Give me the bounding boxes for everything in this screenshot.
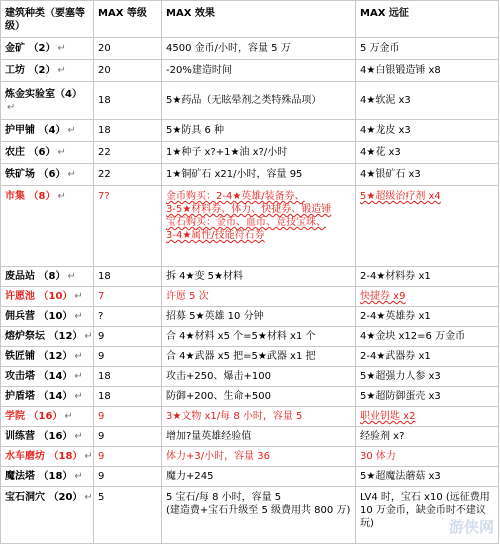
building-name: 炼金实验室（4）↵ <box>1 82 94 120</box>
max-level: 18 <box>94 267 162 287</box>
building-name: 市集 （8） ↵ <box>1 186 94 267</box>
table-row <box>1 60 499 82</box>
table-row <box>1 347 499 367</box>
building-name: 熔炉祭坛 （12） ↵ <box>1 327 94 347</box>
max-level: 18 <box>94 82 162 120</box>
table-row <box>1 427 499 447</box>
table-row <box>1 82 499 120</box>
table-row <box>1 307 499 327</box>
max-effect: 增加?量英雄经验值 <box>162 427 356 447</box>
max-effect: 3★文物 x1/每 8 小时，容量 5 <box>162 407 356 427</box>
max-expedition: 4★金块 x12=6 万金币 <box>356 327 499 347</box>
max-level: 9 <box>94 467 162 487</box>
max-level: 22 <box>94 164 162 186</box>
max-level: 7 <box>94 287 162 307</box>
max-effect: 5★防具 6 种 <box>162 120 356 142</box>
table-row <box>1 407 499 427</box>
building-name: 工坊 （2） ↵ <box>1 60 94 82</box>
max-expedition: 4★银矿石 x3 <box>356 164 499 186</box>
max-level: 20 <box>94 60 162 82</box>
max-effect <box>162 186 356 267</box>
max-effect: 1★铜矿石 x21/小时，容量 95 <box>162 164 356 186</box>
table-row <box>1 327 499 347</box>
effect-line: 金币购买：2-4★英雄/装备券、 <box>166 191 305 202</box>
table-row <box>1 467 499 487</box>
table-row <box>1 367 499 387</box>
effect-line: (建造费+宝石升级至 5 级费用共 800 万) <box>166 505 351 516</box>
building-name: 农庄 （6） ↵ <box>1 142 94 164</box>
table-row <box>1 487 499 544</box>
table-row <box>1 186 499 267</box>
effect-line: 5 宝石/每 8 小时，容量 5 <box>166 492 282 503</box>
effect-line: 3-5★材料券、体力、快捷券、锻造锤 <box>166 204 332 215</box>
building-name: 护盾塔 （14） ↵ <box>1 387 94 407</box>
building-name: 铁矿场 （6） ↵ <box>1 164 94 186</box>
max-effect: 防御+200、生命+500 <box>162 387 356 407</box>
building-name: 魔法塔 （18） ↵ <box>1 467 94 487</box>
max-level: 22 <box>94 142 162 164</box>
max-expedition: 2-4★英雄券 x1 <box>356 307 499 327</box>
header-max-level: MAX 等级 <box>94 1 162 38</box>
table-row <box>1 142 499 164</box>
building-name: 宝石洞穴 （20） ↵ <box>1 487 94 544</box>
max-level: 18 <box>94 120 162 142</box>
table-row <box>1 164 499 186</box>
max-level: 9 <box>94 327 162 347</box>
max-expedition: LV4 时，宝石 x10 (远征费用 10 万金币，缺金币时不建议玩) <box>356 487 499 544</box>
max-effect <box>162 487 356 544</box>
max-expedition: 职业钥匙 x2 <box>356 407 499 427</box>
max-expedition: 5★超防御蛋壳 x3 <box>356 387 499 407</box>
building-name: 学院 （16） ↵ <box>1 407 94 427</box>
max-effect: 1★种子 x?+1★油 x?/小时 <box>162 142 356 164</box>
max-expedition: 30 体力 <box>356 447 499 467</box>
max-effect: 合 4★武器 x5 把=5★武器 x1 把 <box>162 347 356 367</box>
max-effect: 合 4★材料 x5 个=5★材料 x1 个 <box>162 327 356 347</box>
max-level: 18 <box>94 367 162 387</box>
effect-line: 宝石购买：金币、血币、竞技宝珠、 <box>166 217 326 228</box>
max-expedition: 2-4★武器券 x1 <box>356 347 499 367</box>
max-level: 7? <box>94 186 162 267</box>
building-name: 攻击塔 （14） ↵ <box>1 367 94 387</box>
max-effect: 拆 4★变 5★材料 <box>162 267 356 287</box>
max-effect: 5★药品（无眩晕剂之类特殊品项） <box>162 82 356 120</box>
max-level: ? <box>94 307 162 327</box>
header-building-type: 建筑种类（要塞等级） <box>1 1 94 38</box>
max-expedition: 快捷券 x9 <box>356 287 499 307</box>
table-row <box>1 120 499 142</box>
max-level: 9 <box>94 407 162 427</box>
max-expedition: 5 万金币 <box>356 38 499 60</box>
max-level: 9 <box>94 427 162 447</box>
max-level: 20 <box>94 38 162 60</box>
max-expedition: 4★软泥 x3 <box>356 82 499 120</box>
building-name: 护甲铺 （4） ↵ <box>1 120 94 142</box>
max-effect: -20%建造时间 <box>162 60 356 82</box>
max-effect: 招募 5★英雄 10 分钟 <box>162 307 356 327</box>
header-max-effect: MAX 效果 <box>162 1 356 38</box>
table-row <box>1 387 499 407</box>
max-expedition: 5★超魔法蘑菇 x3 <box>356 467 499 487</box>
max-effect: 魔力+245 <box>162 467 356 487</box>
max-expedition: 5★超级治疗剂 x4 <box>356 186 499 267</box>
max-effect: 许愿 5 次 <box>162 287 356 307</box>
header-row <box>1 1 499 38</box>
max-level: 9 <box>94 347 162 367</box>
watermark-logo: 游侠网 <box>448 518 494 536</box>
table-row <box>1 267 499 287</box>
table-row <box>1 38 499 60</box>
building-name: 金矿 （2） ↵ <box>1 38 94 60</box>
effect-line: 3-4★属性/技能符石券 <box>166 230 265 241</box>
building-name: 训练营 （16） ↵ <box>1 427 94 447</box>
max-expedition: 4★花 x3 <box>356 142 499 164</box>
max-level: 5 <box>94 487 162 544</box>
table-row <box>1 447 499 467</box>
building-name: 水车磨坊 （18） ↵ <box>1 447 94 467</box>
max-expedition: 4★龙皮 x3 <box>356 120 499 142</box>
max-expedition: 5★超强力人参 x3 <box>356 367 499 387</box>
table-row <box>1 287 499 307</box>
max-effect: 攻击+250、爆击+100 <box>162 367 356 387</box>
max-expedition: 2-4★材料券 x1 <box>356 267 499 287</box>
building-name: 铁匠铺 （12） ↵ <box>1 347 94 367</box>
max-effect: 4500 金币/小时，容量 5 万 <box>162 38 356 60</box>
max-effect: 体力+3/小时，容量 36 <box>162 447 356 467</box>
max-level: 18 <box>94 387 162 407</box>
building-name: 许愿池 （10） ↵ <box>1 287 94 307</box>
max-level: 9 <box>94 447 162 467</box>
max-expedition: 4★白银锻造锤 x8 <box>356 60 499 82</box>
header-max-expedition: MAX 远征 <box>356 1 499 38</box>
building-name: 佣兵营 （10） ↵ <box>1 307 94 327</box>
max-expedition: 经验剂 x? <box>356 427 499 447</box>
building-name: 废品站 （8） ↵ <box>1 267 94 287</box>
